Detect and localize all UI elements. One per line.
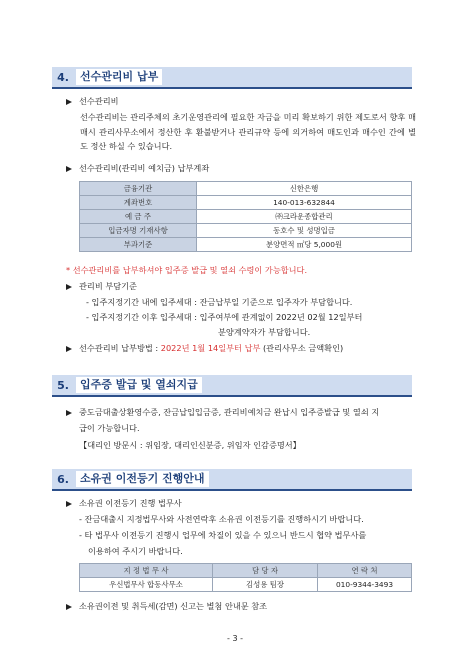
payment-method (79, 342, 343, 354)
table-row (80, 182, 412, 196)
section-title: 입주증 발급 및 열쇠지급 (76, 377, 202, 393)
payment-suffix: (관리사무소 금액확인) (260, 343, 344, 353)
table-cell: 김성용 팀장 (213, 578, 318, 592)
section-header-5 (52, 375, 412, 397)
table-row (80, 578, 412, 592)
visit-note: 【대리인 방문시 : 위임장, 대리인신분증, 위임자 인감증명서】 (79, 440, 301, 450)
table-row (80, 196, 412, 210)
section-number: 4. (57, 70, 69, 84)
section-number: 5. (57, 378, 69, 392)
payment-date: 2022년 1월 14일부터 납부 (160, 343, 261, 353)
table-cell-value: 140-013-632844 (197, 196, 412, 210)
section-title: 선수관리비 납부 (76, 69, 162, 85)
dash-item: - 잔금대출시 지정법무사와 사전연락후 소유권 이전등기를 진행하시기 바랍니다. (79, 514, 364, 524)
table-row (80, 224, 412, 238)
bullet-triangle-icon (66, 346, 72, 352)
section-header-6 (52, 469, 412, 491)
text-line: 중도금대출상환영수증, 잔금납입입금증, 관리비예치금 완납시 입주증발급 및 열쇠 지 (79, 407, 380, 417)
section-number: 6. (57, 472, 69, 486)
table-row (80, 210, 412, 224)
bullet-title: 소유권이전 및 취득세(감면) 신고는 별첨 안내문 참조 (79, 601, 268, 611)
dash-item-continued: 분양계약자가 부담합니다. (218, 327, 311, 337)
page-number: - 3 - (227, 634, 243, 643)
dash-item: - 타 법무사 이전등기 진행시 업무에 차질이 있을 수 있으니 반드시 협약 법무사를 (79, 530, 367, 540)
table-cell-label: 예 금 주 (80, 210, 197, 224)
bullet-title: 관리비 부담기준 (79, 281, 137, 291)
bullet-triangle-icon (66, 99, 72, 105)
table-cell: 우신법무사 합동사무소 (80, 578, 213, 592)
bullet-triangle-icon (66, 501, 72, 507)
account-table (79, 181, 412, 252)
table-header: 지 정 법 무 사 (80, 564, 213, 578)
lawyer-table (79, 563, 412, 592)
table-header: 연 락 처 (318, 564, 412, 578)
table-cell-value: 신한은행 (197, 182, 412, 196)
bullet-triangle-icon (66, 166, 72, 172)
bullet-triangle-icon (66, 410, 72, 416)
dash-item-continued: 이용하여 주시기 바랍니다. (88, 546, 183, 556)
section-title: 소유권 이전등기 진행안내 (76, 471, 209, 487)
table-cell-value: 분양면적 ㎡당 5,000원 (197, 238, 412, 252)
table-header: 담 당 자 (213, 564, 318, 578)
dash-item: - 입주지정기간 이후 입주세대 : 입주여부에 관계없이 2022년 02월 12일부터 (86, 312, 363, 322)
table-cell-label: 금융기관 (80, 182, 197, 196)
bullet-triangle-icon (66, 604, 72, 610)
table-header-row (80, 564, 412, 578)
bullet-title: 선수관리비 (79, 96, 119, 106)
table-cell-label: 계좌번호 (80, 196, 197, 210)
paragraph: 선수관리비는 관리주체의 초기운영관리에 필요한 자금을 미리 확보하기 위한 제도로서 향후 매매시 관리사무소에서 정산한 후 환불받거나 관리규약 등에 의거하여 매도인과 매수인 간에 별도 정산 하실 수 있습니다. (80, 112, 416, 151)
table-row (80, 238, 412, 252)
text-line: 급이 가능합니다. (79, 423, 140, 433)
table-cell-label: 부과기준 (80, 238, 197, 252)
dash-item: - 입주지정기간 내에 입주세대 : 잔금납부일 기준으로 입주자가 부담합니다. (86, 297, 353, 307)
red-note: * 선수관리비를 납부하셔야 입주증 발급 및 열쇠 수령이 가능합니다. (66, 265, 308, 275)
table-cell-value: 동호수 및 성명입금 (197, 224, 412, 238)
table-cell-label: 입금자명 기재사항 (80, 224, 197, 238)
bullet-title: 소유권 이전등기 진행 법무사 (79, 498, 182, 508)
table-cell: 010-9344-3493 (318, 578, 412, 592)
bullet-triangle-icon (66, 284, 72, 290)
section-header-4 (52, 67, 412, 89)
payment-label: 선수관리비 납부방법 : (79, 343, 161, 353)
bullet-title: 선수관리비(관리비 예치금) 납부계좌 (79, 163, 210, 173)
table-cell-value: ㈜크라운종합관리 (197, 210, 412, 224)
